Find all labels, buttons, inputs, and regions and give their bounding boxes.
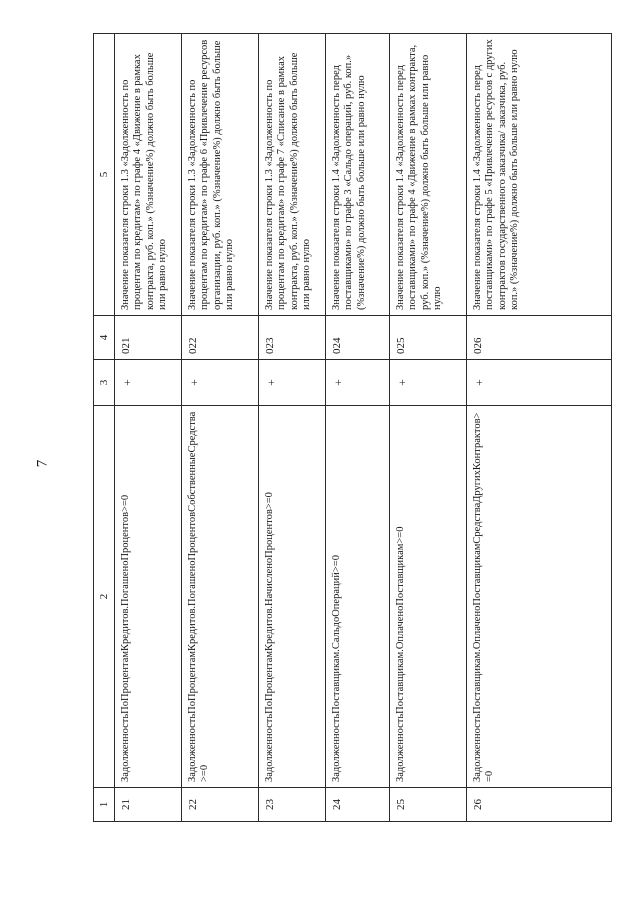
table-row <box>115 34 182 822</box>
row-expression: ЗадолженностьПоПроцентамКредитов.ПогашеноПроцентовСобственныеСредства>=0 <box>182 406 259 788</box>
row-sign: + <box>326 360 390 406</box>
header-cell-1: 1 <box>94 788 115 822</box>
row-expression: ЗадолженностьПоПроцентамКредитов.НачисленоПроцентов>=0 <box>259 406 326 788</box>
row-number: 24 <box>326 788 390 822</box>
row-sign: + <box>467 360 612 406</box>
row-sign: + <box>115 360 182 406</box>
row-sign: + <box>259 360 326 406</box>
row-description: Значение показателя строки 1.4 «Задолженность перед поставщиками» по графе 3 «Сальдо операций, руб. коп.» (%значение%) должно быть больше или равно нулю <box>326 34 390 316</box>
row-description: Значение показателя строки 1.4 «Задолженность перед поставщиками» по графе 4 «Движение в рамках контракта, руб. коп.» (%значение%) должно быть больше или равно нулю <box>390 34 467 316</box>
header-cell-2: 2 <box>94 406 115 788</box>
row-expression: ЗадолженностьПоПроцентамКредитов.ПогашеноПроцентов>=0 <box>115 406 182 788</box>
rotated-table-container <box>93 34 612 822</box>
row-code: 023 <box>259 316 326 360</box>
table-row <box>467 34 612 822</box>
row-description: Значение показателя строки 1.3 «Задолженность по процентам по кредитам» по графе 4 «Движение в рамках контракта, руб. коп.» (%значение%) должно быть больше или равно нулю <box>115 34 182 316</box>
row-code: 021 <box>115 316 182 360</box>
row-code: 022 <box>182 316 259 360</box>
row-expression: ЗадолженностьПоставщикам.ОплаченоПоставщикамСредстваДругихКонтрактов>=0 <box>467 406 612 788</box>
header-cell-4: 4 <box>94 316 115 360</box>
table-row <box>390 34 467 822</box>
row-code: 024 <box>326 316 390 360</box>
header-cell-5: 5 <box>94 34 115 316</box>
validation-rules-table <box>93 33 612 822</box>
table-row <box>259 34 326 822</box>
row-description: Значение показателя строки 1.3 «Задолженность по процентам по кредитам» по графе 7 «Списание в рамках контракта, руб. коп.» (%значение%) должно быть больше или равно нулю <box>259 34 326 316</box>
row-sign: + <box>390 360 467 406</box>
row-expression: ЗадолженностьПоставщикам.СальдоОпераций>=0 <box>326 406 390 788</box>
row-number: 21 <box>115 788 182 822</box>
row-sign: + <box>182 360 259 406</box>
table-row <box>182 34 259 822</box>
row-description: Значение показателя строки 1.3 «Задолженность по процентам по кредитам» по графе 6 «Привлечение ресурсов организации, руб. коп.» (%значение%) должно быть больше или равно нулю <box>182 34 259 316</box>
table-row <box>326 34 390 822</box>
table-header-row <box>94 34 115 822</box>
row-code: 026 <box>467 316 612 360</box>
row-number: 25 <box>390 788 467 822</box>
row-number: 26 <box>467 788 612 822</box>
page-number: 7 <box>34 459 51 468</box>
row-number: 22 <box>182 788 259 822</box>
row-expression: ЗадолженностьПоставщикам.ОплаченоПоставщикам>=0 <box>390 406 467 788</box>
row-number: 23 <box>259 788 326 822</box>
row-code: 025 <box>390 316 467 360</box>
row-description: Значение показателя строки 1.4 «Задолженность перед поставщиками» по графе 5 «Привлечение ресурсов с других контрактов государственного заказчика/ заказчика, руб. коп.» (%значение%) должно быть больше или равно нулю <box>467 34 612 316</box>
header-cell-3: 3 <box>94 360 115 406</box>
